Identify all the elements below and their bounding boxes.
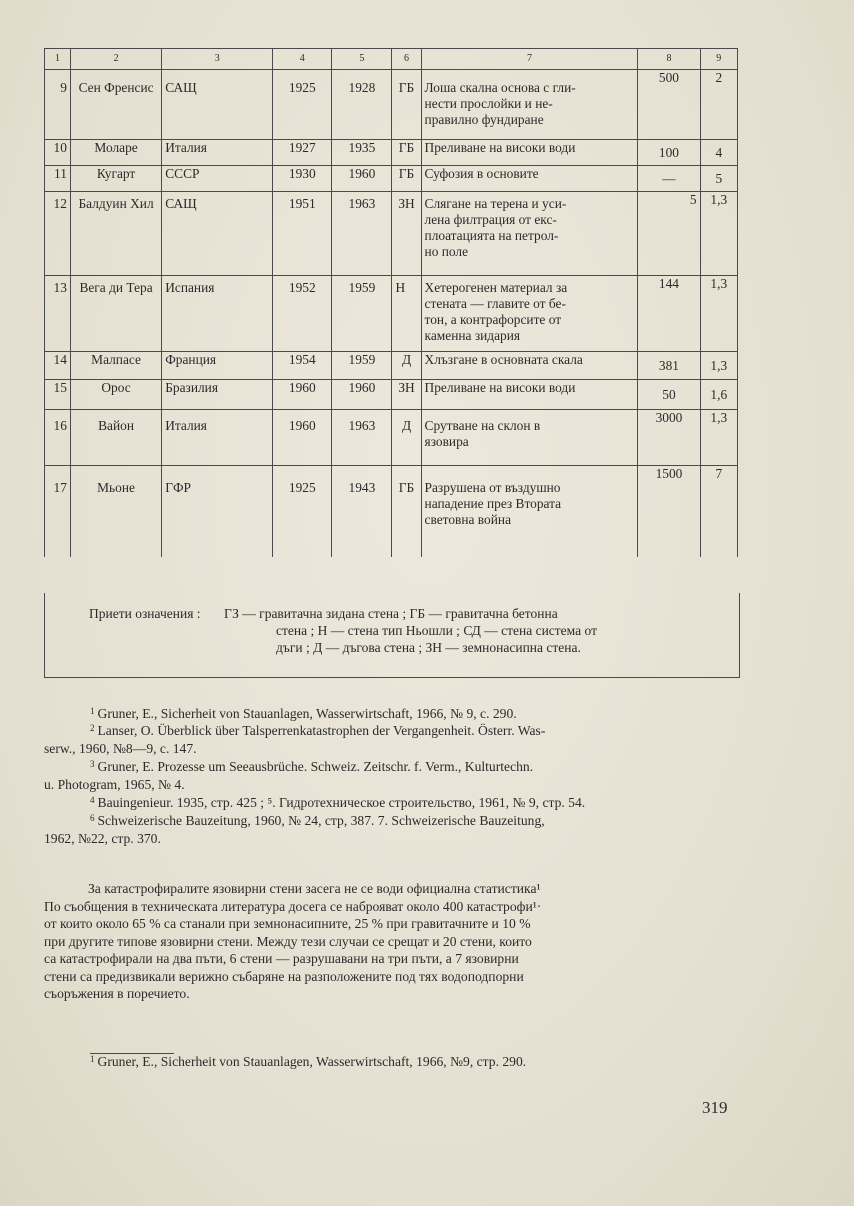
footnote-continuation: 1962, №22, стр. 370.	[44, 830, 161, 846]
cause-line: Лоша скална основа с гли-	[424, 80, 576, 95]
value-col9: 1,6	[700, 380, 737, 410]
year-built: 1925	[273, 466, 332, 557]
legend-line: стена ; Н — стена тип Ньошли ; СД — стена система от	[276, 623, 597, 638]
year-built: 1951	[273, 192, 332, 276]
dam-type: ГБ	[392, 466, 421, 557]
cause-line: правилно фундиране	[424, 112, 544, 127]
bottom-footnote	[90, 1054, 526, 1070]
value-col8: 5	[638, 192, 700, 276]
dam-type: ЗН	[392, 192, 421, 276]
cause-line: Преливане на високи води	[424, 380, 576, 395]
legend-text	[224, 605, 716, 656]
country: Бразилия	[162, 380, 273, 410]
cause-line: Хетерогенен материал за	[424, 280, 568, 295]
year-built: 1952	[273, 276, 332, 352]
cause	[421, 380, 638, 410]
dam-type: ГБ	[392, 166, 421, 192]
cause-line: стената — главите от бе-	[424, 296, 566, 311]
body-line: са катастрофирали на два пъти, 6 стени — разрушавани на три пъти, а 7 язовирни	[44, 951, 519, 966]
body-line: от които около 65 % са станали при земнонасипните, 25 % при гравитачните и 10 %	[44, 916, 531, 931]
footnote-text: Gruner, E. Prozesse um Seeausbrüche. Schweiz. Zeitschr. f. Verm., Kulturtechn.	[97, 759, 534, 774]
value-col9: 4	[700, 140, 737, 166]
page-number: 319	[702, 1098, 728, 1117]
value-col9: 5	[700, 166, 737, 192]
cause	[421, 352, 638, 380]
body-line: стени са предизвикали верижно събаряне на разположените под тях водоподпорни	[44, 968, 524, 984]
cause-line: световна война	[424, 512, 512, 527]
table-row	[45, 192, 738, 276]
year-failed: 1935	[332, 140, 392, 166]
country: САЩ	[162, 192, 273, 276]
year-built: 1930	[273, 166, 332, 192]
dam-name: Вега ди Тера	[70, 276, 161, 352]
cause	[421, 140, 638, 166]
footnote-continuation: u. Photogram, 1965, № 4.	[44, 776, 185, 792]
country: Франция	[162, 352, 273, 380]
year-failed: 1943	[332, 466, 392, 557]
cause-line: лена филтрация от екс-	[424, 212, 557, 227]
dam-type: Д	[392, 352, 421, 380]
year-built: 1925	[273, 70, 332, 140]
value-col9: 1,3	[700, 276, 737, 352]
value-col9: 2	[700, 70, 737, 140]
dam-name: Малпасе	[70, 352, 161, 380]
col-header: 1	[45, 49, 71, 70]
value-col8: —	[638, 166, 700, 192]
country: Испания	[162, 276, 273, 352]
dam-name: Вайон	[70, 410, 161, 466]
cause-line: Срутване на склон в	[424, 418, 541, 433]
country: САЩ	[162, 70, 273, 140]
year-built: 1960	[273, 380, 332, 410]
dam-failures-table	[44, 48, 738, 557]
cause-line: плоатацията на петрол-	[424, 228, 559, 243]
cause-line: Слягане на терена и уси-	[424, 196, 567, 211]
cause-line: Разрушена от въздушно	[424, 480, 561, 495]
cause	[421, 166, 638, 192]
cause-line: нападение през Втората	[424, 496, 562, 511]
legend-label: Приети означения :	[89, 606, 201, 621]
row-number: 15	[45, 380, 71, 410]
value-col8: 500	[638, 70, 700, 140]
dam-name: Орос	[70, 380, 161, 410]
col-header: 9	[700, 49, 737, 70]
col-header: 2	[70, 49, 161, 70]
table-row	[45, 140, 738, 166]
cause	[421, 276, 638, 352]
value-col8: 50	[638, 380, 700, 410]
year-failed: 1963	[332, 410, 392, 466]
footnote	[90, 792, 740, 812]
row-number: 16	[45, 410, 71, 466]
cause-line: Хлъзгане в основната скала	[424, 352, 583, 367]
body-line: при другите типове язовирни стени. Между тези случаи се срещат и 20 стени, които	[44, 933, 532, 949]
cause-line: нести прослойки и не-	[424, 96, 553, 111]
col-header: 7	[421, 49, 638, 70]
dam-type: ГБ	[392, 140, 421, 166]
table-row	[45, 380, 738, 410]
dam-type: Н	[392, 276, 421, 352]
row-number: 12	[45, 192, 71, 276]
footnote-text: Schweizerische Bauzeitung, 1960, № 24, стр, 387. 7. Schweizerische Bauzeitung,	[97, 813, 545, 828]
cause	[421, 70, 638, 140]
year-failed: 1960	[332, 166, 392, 192]
value-col8: 1500	[638, 466, 700, 557]
footnote-text: Gruner, E., Sicherheit von Stauanlagen, Wasserwirtschaft, 1966, № 9, с. 290.	[97, 706, 517, 721]
row-number: 14	[45, 352, 71, 380]
footnote	[44, 810, 740, 847]
cause	[421, 410, 638, 466]
year-failed: 1963	[332, 192, 392, 276]
body-paragraph	[44, 880, 738, 1003]
value-col9: 1,3	[700, 352, 737, 380]
cause-line: каменна зидария	[424, 328, 521, 343]
year-built: 1927	[273, 140, 332, 166]
row-number: 9	[45, 70, 71, 140]
footnote-text: Bauingenieur. 1935, стр. 425 ; ⁵. Гидротехническое строительство, 1961, № 9, стр. 54.	[97, 795, 586, 810]
table-row	[45, 166, 738, 192]
footnote-number: 3	[90, 759, 95, 769]
value-col9: 1,3	[700, 192, 737, 276]
body-line: съоръжения в поречието.	[44, 986, 190, 1001]
footnote-number: 6	[90, 813, 95, 823]
table-row	[45, 352, 738, 380]
table-row	[45, 466, 738, 557]
table-row	[45, 276, 738, 352]
country: Италия	[162, 140, 273, 166]
footnote-number: 2	[90, 723, 95, 733]
dam-name: Сен Френсис	[70, 70, 161, 140]
value-col8: 100	[638, 140, 700, 166]
year-built: 1954	[273, 352, 332, 380]
year-failed: 1959	[332, 276, 392, 352]
legend-line: ГЗ — гравитачна зидана стена ; ГБ — гравитачна бетонна	[224, 606, 558, 621]
cause-line: Суфозия в основите	[424, 166, 539, 181]
col-header: 6	[392, 49, 421, 70]
row-number: 13	[45, 276, 71, 352]
value-col9: 7	[700, 466, 737, 557]
footnote-number: 4	[90, 795, 95, 805]
header-row	[45, 49, 738, 70]
footnote-text: Lanser, O. Überblick über Talsperrenkatastrophen der Vergangenheit. Österr. Was-	[97, 723, 546, 738]
dam-name: Моларе	[70, 140, 161, 166]
value-col8: 3000	[638, 410, 700, 466]
row-number: 11	[45, 166, 71, 192]
country: СССР	[162, 166, 273, 192]
dam-name: Кугарт	[70, 166, 161, 192]
year-built: 1960	[273, 410, 332, 466]
value-col8: 144	[638, 276, 700, 352]
year-failed: 1928	[332, 70, 392, 140]
footnote-continuation: serw., 1960, №8—9, с. 147.	[44, 740, 197, 756]
country: ГФР	[162, 466, 273, 557]
year-failed: 1960	[332, 380, 392, 410]
col-header: 5	[332, 49, 392, 70]
row-number: 10	[45, 140, 71, 166]
cause-line: язовира	[424, 434, 469, 449]
row-number: 17	[45, 466, 71, 557]
dam-type: ЗН	[392, 380, 421, 410]
value-col9: 1,3	[700, 410, 737, 466]
col-header: 3	[162, 49, 273, 70]
year-failed: 1959	[332, 352, 392, 380]
footnote	[44, 756, 740, 793]
table-legend	[44, 593, 740, 678]
footnote-number: 1	[90, 1054, 95, 1064]
dam-type: Д	[392, 410, 421, 466]
col-header: 4	[273, 49, 332, 70]
cause-line: тон, а контрафорсите от	[424, 312, 562, 327]
footnote	[44, 720, 740, 757]
table-row	[45, 410, 738, 466]
dam-name: Мьоне	[70, 466, 161, 557]
legend-line: дъги ; Д — дъгова стена ; ЗН — земнонасипна стена.	[276, 640, 581, 655]
country: Италия	[162, 410, 273, 466]
dam-type: ГБ	[392, 70, 421, 140]
value-col8: 381	[638, 352, 700, 380]
dam-name: Балдуин Хил	[70, 192, 161, 276]
body-line: По съобщения в техническата литература досега се наброяват около 400 катастрофи¹·	[44, 898, 542, 914]
footnote-text: Gruner, E., Sicherheit von Stauanlagen, Wasserwirtschaft, 1966, №9, стр. 290.	[97, 1054, 527, 1069]
cause-line: но поле	[424, 244, 469, 259]
footnote-number: 1	[90, 706, 95, 716]
cause	[421, 466, 638, 557]
body-line: За катастрофиралите язовирни стени засега не се води официална статистика¹	[88, 881, 541, 896]
cause-line: Преливане на високи води	[424, 140, 576, 155]
table-row	[45, 70, 738, 140]
col-header: 8	[638, 49, 700, 70]
cause	[421, 192, 638, 276]
